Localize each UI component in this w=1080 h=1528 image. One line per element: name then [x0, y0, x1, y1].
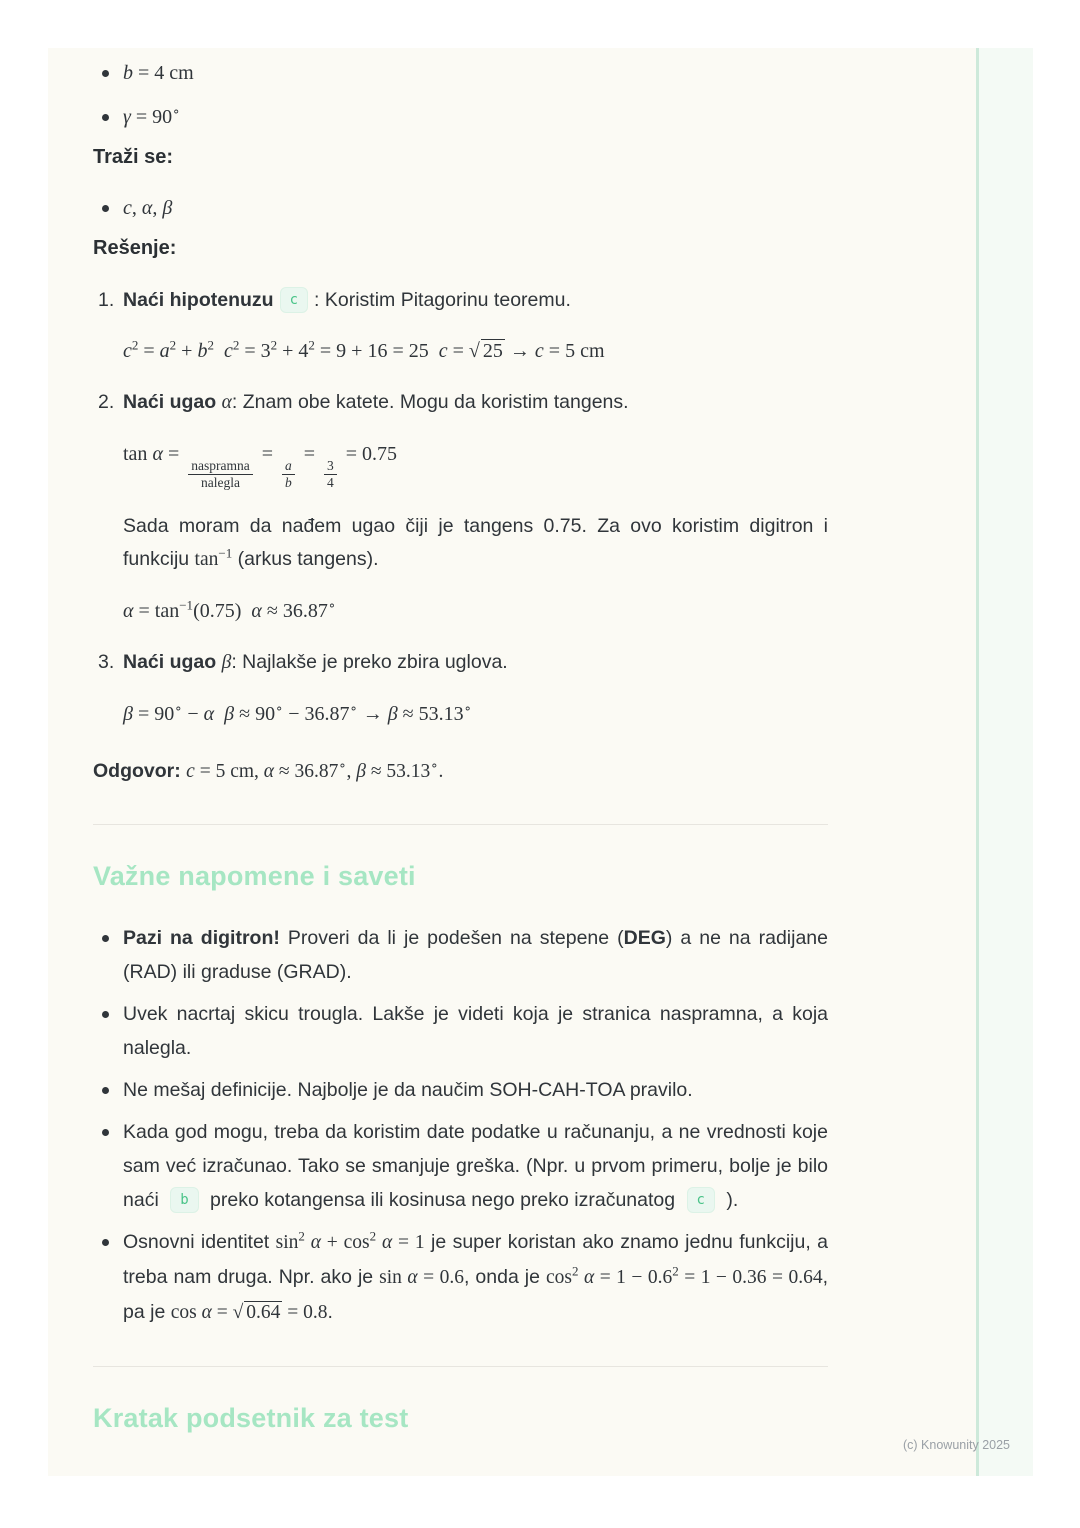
- math-formula-beta: β = 90∘ − α β ≈ 90∘ − 36.87∘ → β ≈ 53.13∘: [123, 700, 472, 726]
- math-sqrt: √ 25: [468, 340, 503, 362]
- section-divider: [93, 1366, 828, 1367]
- step-paragraph: Sada moram da nađem ugao čiji je tangens 0.75. Za ovo koristim digitron i funkciju $\tan^{-1}$ (arkus tangens).: [123, 515, 828, 571]
- solution-steps: [93, 284, 828, 729]
- list-item: Ne mešaj definicije. Najbolje je da naučim SOH-CAH-TOA pravilo.: [93, 1073, 828, 1107]
- reminder-section-heading: Kratak podsetnik za test: [93, 1403, 409, 1434]
- list-item: c, α, β: [93, 193, 828, 223]
- list-item: γ = 90∘: [93, 102, 828, 132]
- step-title: Naći hipotenuzu c : Koristim Pitagorinu teoremu.: [123, 289, 571, 311]
- trazi-se-heading: Traži se:: [93, 146, 174, 168]
- solution-step-3: [93, 646, 828, 729]
- math-fraction: $\frac{3}{4}$: [324, 458, 337, 490]
- math-formula-tangent: tan α = $\frac{\text{naspramna}}{\text{nalegla}}$ = $\frac{a}{b}$ = $\frac{3}{4}$ = 0.75: [123, 443, 398, 490]
- step-title: Naći ugao β: Najlakše je preko zbira uglova.: [123, 651, 508, 674]
- answer-line: Odgovor: c = 5 cm, α ≈ 36.87∘, β ≈ 53.13∘.: [93, 757, 444, 783]
- list-item: b = 4 cm: [93, 58, 828, 88]
- notes-list: [93, 921, 828, 1330]
- step-number: 3.: [98, 651, 115, 674]
- resenje-heading: Rešenje:: [93, 237, 177, 259]
- math-sqrt: √ 0.64: [232, 1302, 281, 1324]
- step-number: 2.: [98, 391, 115, 413]
- inline-code-chip: b: [170, 1187, 198, 1213]
- section-divider: [93, 824, 828, 825]
- given-values-list: [93, 58, 828, 132]
- step-number: 1.: [98, 289, 115, 311]
- solution-step-2: [93, 386, 828, 626]
- next-page-edge: [976, 48, 1033, 1476]
- list-item: Kada god mogu, treba da koristim date podatke u računanju, a ne vrednosti koje sam već izračunao. Tako se smanjuje greška. (Npr. u prvom primeru, bolje je bilo naći b preko kotangensa ili kosinusa nego preko izračunatog c ).: [93, 1115, 828, 1217]
- inline-code-chip: c: [687, 1187, 715, 1213]
- math-fraction: $\frac{\text{naspramna}}{\text{nalegla}}$: [188, 458, 252, 490]
- math-fraction: $\frac{a}{b}$: [282, 458, 295, 490]
- math-formula-pythagoras: $c^2 = a^2 + b^2$ $c^2 = 3^2 + 4^2 = 9 + 16 = 25$ c = √ 25 → c = 5 cm: [123, 337, 605, 362]
- notes-section-heading: Važne napomene i saveti: [93, 861, 416, 892]
- step-title: Naći ugao α: Znam obe katete. Mogu da koristim tangens.: [123, 391, 629, 413]
- document-page: [48, 48, 976, 1476]
- copyright-text: (c) Knowunity 2025: [903, 1438, 1011, 1452]
- page-content: [48, 48, 828, 1435]
- solution-step-1: [93, 284, 828, 366]
- list-item: Pazi na digitron! Proveri da li je podešen na stepene (DEG) a ne na radijane (RAD) ili graduse (GRAD).: [93, 921, 828, 989]
- find-list: [93, 193, 828, 223]
- inline-code-chip: c: [280, 287, 308, 313]
- list-item: Uvek nacrtaj skicu trougla. Lakše je videti koja je stranica naspramna, a koja nalegla.: [93, 997, 828, 1065]
- math-formula-arctan: $\alpha = \tan^{-1}(0.75) \alpha \approx 36.87^\circ$: [123, 597, 337, 623]
- list-item: Osnovni identitet $\sin^2 \alpha + \cos^2 \alpha = 1$ je super koristan ako znamo jednu funkciju, a treba nam druga. Npr. ako je sin α = 0.6, onda je $\cos^2 \alpha = 1 - 0.6^2 = 1 - 0.36 = 0.64$, pa je cos α = √ 0.64 = 0.8.: [93, 1225, 828, 1330]
